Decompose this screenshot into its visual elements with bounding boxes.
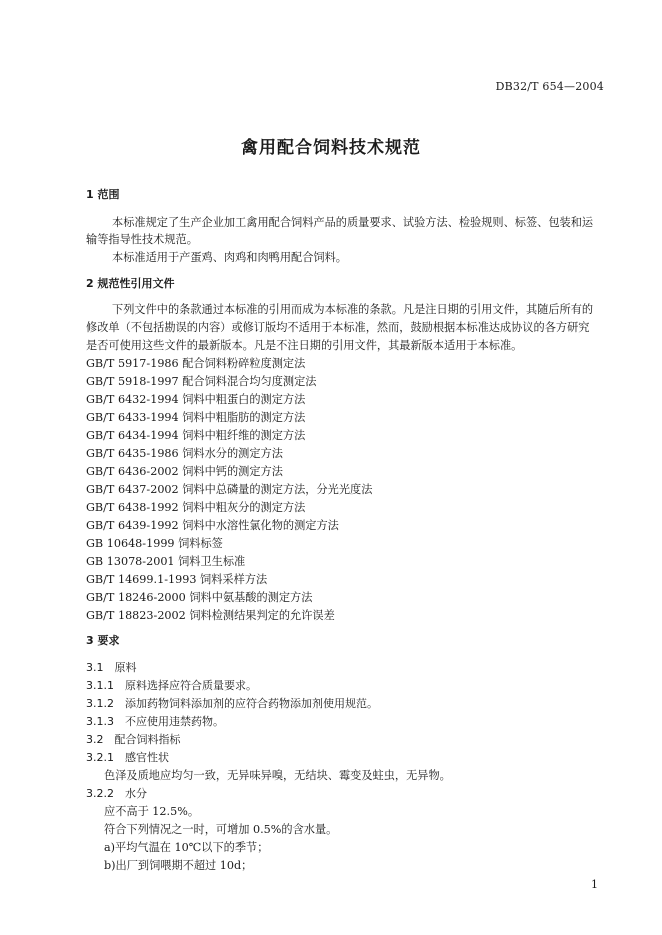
paragraph-line: 本标准规定了生产企业加工禽用配合饲料产品的质量要求、试验方法、检验规则、标签、包装和运 xyxy=(112,216,594,229)
clause: 3.1.1 原料选择应符合质量要求。 xyxy=(86,679,257,692)
paragraph-line: 下列文件中的条款通过本标准的引用而成为本标准的条款。凡是注日期的引用文件，其随后所有的 xyxy=(112,303,594,316)
section-heading-requirements: 3 要求 xyxy=(86,634,120,647)
subsection-heading: 3.2 配合饲料指标 xyxy=(86,733,181,746)
paragraph-line: 本标准适用于产蛋鸡、肉鸡和肉鸭用配合饲料。 xyxy=(112,251,347,264)
reference-item: GB/T 6438-1992 饲料中粗灰分的测定方法 xyxy=(86,501,306,514)
reference-item: GB/T 5918-1997 配合饲料混合均匀度测定法 xyxy=(86,375,317,388)
clause-heading: 3.2.1 感官性状 xyxy=(86,751,169,764)
page-number: 1 xyxy=(591,878,598,891)
reference-item: GB/T 6433-1994 饲料中粗脂肪的测定方法 xyxy=(86,411,306,424)
reference-item: GB/T 6436-2002 饲料中钙的测定方法 xyxy=(86,465,283,478)
paragraph-line: 符合下列情况之一时，可增加 0.5%的含水量。 xyxy=(104,823,338,836)
list-item: a)平均气温在 10℃以下的季节； xyxy=(104,841,269,854)
clause-heading: 3.2.2 水分 xyxy=(86,787,147,800)
reference-item: GB/T 14699.1-1993 饲料采样方法 xyxy=(86,573,268,586)
paragraph-line: 修改单（不包括勘误的内容）或修订版均不适用于本标准，然而，鼓励根据本标准达成协议的各方研究 xyxy=(86,321,590,334)
section-heading-scope: 1 范围 xyxy=(86,188,120,201)
reference-item: GB/T 18246-2000 饲料中氨基酸的测定方法 xyxy=(86,591,313,604)
reference-item: GB/T 6435-1986 饲料水分的测定方法 xyxy=(86,447,283,460)
paragraph-line: 是否可使用这些文件的最新版本。凡是不注日期的引用文件，其最新版本适用于本标准。 xyxy=(86,339,523,352)
paragraph-line: 输等指导性技术规范。 xyxy=(86,233,198,246)
section-heading-references: 2 规范性引用文件 xyxy=(86,277,175,290)
paragraph-line: 色泽及质地应均匀一致，无异味异嗅，无结块、霉变及蛀虫，无异物。 xyxy=(104,769,451,782)
standard-code: DB32/T 654—2004 xyxy=(495,80,604,93)
reference-item: GB 13078-2001 饲料卫生标准 xyxy=(86,555,246,568)
clause: 3.1.3 不应使用违禁药物。 xyxy=(86,715,224,728)
reference-item: GB/T 6432-1994 饲料中粗蛋白的测定方法 xyxy=(86,393,306,406)
clause: 3.1.2 添加药物饲料添加剂的应符合药物添加剂使用规范。 xyxy=(86,697,378,710)
document-title: 禽用配合饲料技术规范 xyxy=(241,138,421,158)
paragraph-line: 应不高于 12.5%。 xyxy=(104,805,200,818)
reference-item: GB/T 6439-1992 饲料中水溶性氯化物的测定方法 xyxy=(86,519,339,532)
reference-item: GB/T 18823-2002 饲料检测结果判定的允许误差 xyxy=(86,609,335,622)
reference-item: GB/T 6434-1994 饲料中粗纤维的测定方法 xyxy=(86,429,306,442)
reference-item: GB/T 6437-2002 饲料中总磷量的测定方法，分光光度法 xyxy=(86,483,373,496)
list-item: b)出厂到饲喂期不超过 10d； xyxy=(104,859,253,872)
subsection-heading: 3.1 原料 xyxy=(86,661,137,674)
reference-item: GB 10648-1999 饲料标签 xyxy=(86,537,223,550)
reference-item: GB/T 5917-1986 配合饲料粉碎粒度测定法 xyxy=(86,357,306,370)
